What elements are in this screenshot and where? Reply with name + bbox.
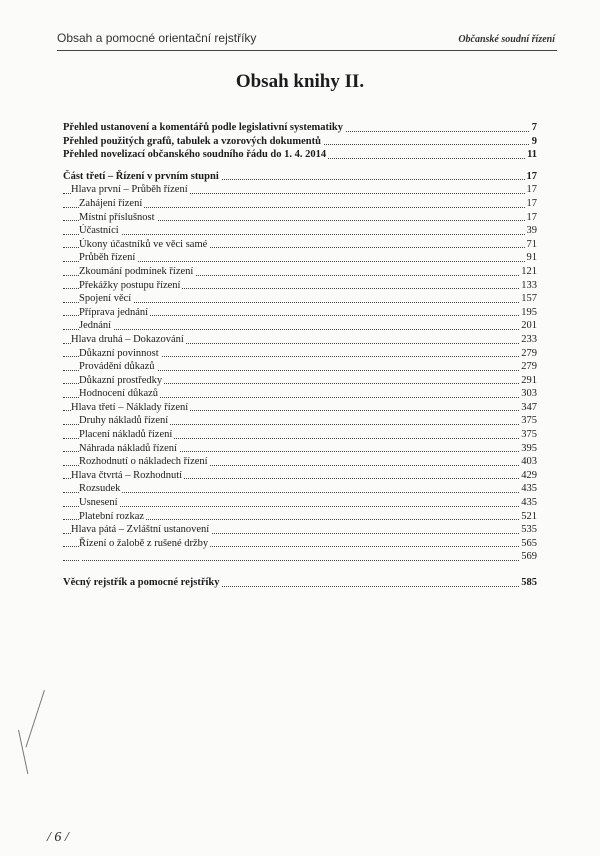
- page-folio: / 6 /: [47, 830, 69, 845]
- toc-row-continuation: 569: [63, 550, 537, 564]
- toc-row-section: Placení nákladů řízení 375: [63, 428, 537, 442]
- toc-row-section: Zkoumání podmínek řízení 121: [63, 265, 537, 279]
- toc-row-section: Řízení o žalobě z rušené držby 565: [63, 537, 537, 551]
- toc-row-chapter: Hlava třetí – Náklady řízení 347: [63, 401, 537, 415]
- toc-row-section: Provádění důkazů 279: [63, 360, 537, 374]
- toc-row-section: Rozsudek 435: [63, 482, 537, 496]
- toc-row-chapter: Hlava druhá – Dokazování 233: [63, 333, 537, 347]
- toc-row-section: Zahájení řízení 17: [63, 197, 537, 211]
- page-title: Obsah knihy II.: [235, 71, 365, 92]
- toc-row-section: Platební rozkaz 521: [63, 510, 537, 524]
- toc-page: 7: [531, 122, 537, 133]
- toc-row-section: Důkazní povinnost 279: [63, 347, 537, 361]
- scan-mark: [25, 690, 44, 747]
- toc-page: 11: [527, 149, 537, 161]
- running-head: [57, 28, 557, 51]
- table-of-contents: [63, 121, 537, 590]
- toc-row-index: [63, 576, 537, 590]
- toc-label: Věcný rejstřík a pomocné rejstříky: [63, 577, 220, 588]
- toc-page: 9: [531, 135, 537, 147]
- running-head-right: Občanské soudní řízení: [458, 34, 555, 45]
- toc-page: 17: [526, 170, 537, 182]
- toc-row-front: [63, 148, 537, 162]
- toc-label: Přehled novelizací občanského soudního řádu do 1. 4. 2014: [63, 149, 327, 161]
- toc-row-section: Důkazní prostředky 291: [63, 374, 537, 388]
- toc-label: Část třetí – Řízení v prvním stupni: [63, 170, 219, 182]
- toc-row-section: Příprava jednání 195: [63, 306, 537, 320]
- toc-row-chapter: Hlava čtvrtá – Rozhodnutí 429: [63, 469, 537, 483]
- toc-row-section: Úkony účastníků ve věci samé 71: [63, 238, 537, 252]
- toc-row-part: [63, 170, 537, 184]
- toc-row-section: Hodnocení důkazů 303: [63, 387, 537, 401]
- toc-page: 585: [521, 577, 537, 588]
- toc-row-section: Spojení věcí 157: [63, 292, 537, 306]
- toc-row-front: [63, 135, 537, 149]
- toc-row-section: Průběh řízení 91: [63, 251, 537, 265]
- toc-row-section: Druhy nákladů řízení 375: [63, 414, 537, 428]
- toc-row-section: Překážky postupu řízení 133: [63, 279, 537, 293]
- running-head-left: Obsah a pomocné orientační rejstříky: [57, 31, 257, 45]
- scan-mark: [18, 730, 28, 774]
- toc-row-section: Účastníci 39: [63, 224, 537, 238]
- toc-row-chapter: Hlava první – Průběh řízení 17: [63, 183, 537, 197]
- toc-label: Přehled použitých grafů, tabulek a vzorových dokumentů: [63, 135, 321, 147]
- toc-row-section: Rozhodnutí o nákladech řízení 403: [63, 455, 537, 469]
- toc-row-chapter: Hlava pátá – Zvláštní ustanovení 535: [63, 523, 537, 537]
- toc-row-section: Náhrada nákladů řízení 395: [63, 442, 537, 456]
- toc-row-section: Místní příslušnost 17: [63, 211, 537, 225]
- toc-row-front: [63, 121, 537, 135]
- toc-label: Přehled ustanovení a komentářů podle legislativní systematiky: [63, 122, 344, 133]
- toc-row-section: Jednání 201: [63, 319, 537, 333]
- toc-row-section: Usnesení 435: [63, 496, 537, 510]
